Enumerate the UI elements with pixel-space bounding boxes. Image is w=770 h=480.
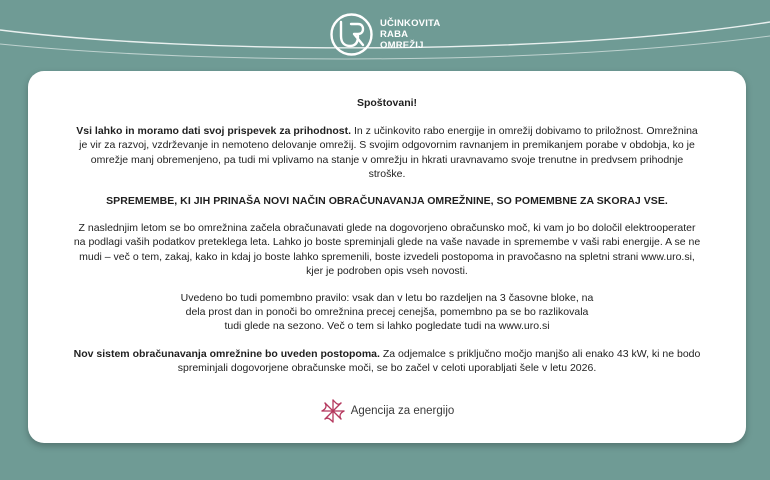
- uro-logo-icon: [329, 12, 374, 57]
- billing-paragraph: Z naslednjim letom se bo omrežnina začela obračunavati glede na dogovorjeno obračunsko moč, ki vam jo bo določil elektrooperater na podlagi vaših podatkov preteklega leta. Lahko jo boste spreminjali glede na vaše navade in spremembe v vaši rabi energije. A se ne mudi – več o tem, zakaj, kako in kdaj jo boste lahko spremenili, boste izvedeli postopoma in pravočasno na spletni strani www.uro.si, kjer je podroben opis vseh novosti.: [73, 222, 701, 277]
- agency-name: Agencija za energijo: [350, 404, 455, 417]
- intro-paragraph: [73, 124, 701, 181]
- rollout-text: Za odjemalce s priključno močjo manjšo ali enako 43 kW, ki ne bodo spreminjali dogovorjene obračunske moči, se bo začel v celoti uporabljati šele v letu 2026.: [177, 347, 701, 374]
- brand-line-3: OMREŽIJ: [380, 40, 424, 51]
- greeting: Spoštovani!: [356, 97, 418, 109]
- brand-header: [329, 12, 440, 57]
- rollout-paragraph: [73, 347, 701, 375]
- time-blocks-line-2: dela prost dan in ponoči bo omrežnina precej cenejša, pomembno pa se bo razlikovala: [185, 306, 589, 319]
- brand-line-2: RABA: [380, 29, 409, 40]
- intro-bold: Vsi lahko in moramo dati svoj prispevek za prihodnost.: [76, 125, 352, 138]
- time-blocks-line-3: tudi glede na sezono. Več o tem si lahko pogledate tudi na www.uro.si: [224, 320, 550, 333]
- letter-card: [28, 71, 746, 443]
- time-blocks-line-1: Uvedeno bo tudi pomembno pravilo: vsak dan v letu bo razdeljen na 3 časovne bloke, na: [180, 292, 594, 305]
- brand-line-1: UČINKOVITA: [380, 18, 441, 29]
- intro-text: In z učinkovito rabo energije in omrežij dobivamo to priložnost. Omrežnina je vir za razvoj, vzdrževanje in nemoteno delovanje omrežij. S svojim odgovornim ravnanjem in premikanjem porabe v obdobja, ko je omrežje manj obremenjeno, pa tudi mi vplivamo na stanje v omrežju in hkrati uravnavamo svoje trenutne in predvsem prihodnje stroške.: [79, 125, 698, 180]
- changes-heading: SPREMEMBE, KI JIH PRINAŠA NOVI NAČIN OBRAČUNAVANJA OMREŽNINE, SO POMEMBNE ZA SKORAJ VSE.: [106, 195, 668, 208]
- agency-logo: [28, 398, 746, 424]
- rollout-bold: Nov sistem obračunavanja omrežnine bo uveden postopoma.: [73, 347, 380, 360]
- time-blocks-paragraph: [73, 291, 701, 334]
- brand-wordmark: [380, 18, 440, 51]
- agency-burst-icon: [320, 398, 346, 424]
